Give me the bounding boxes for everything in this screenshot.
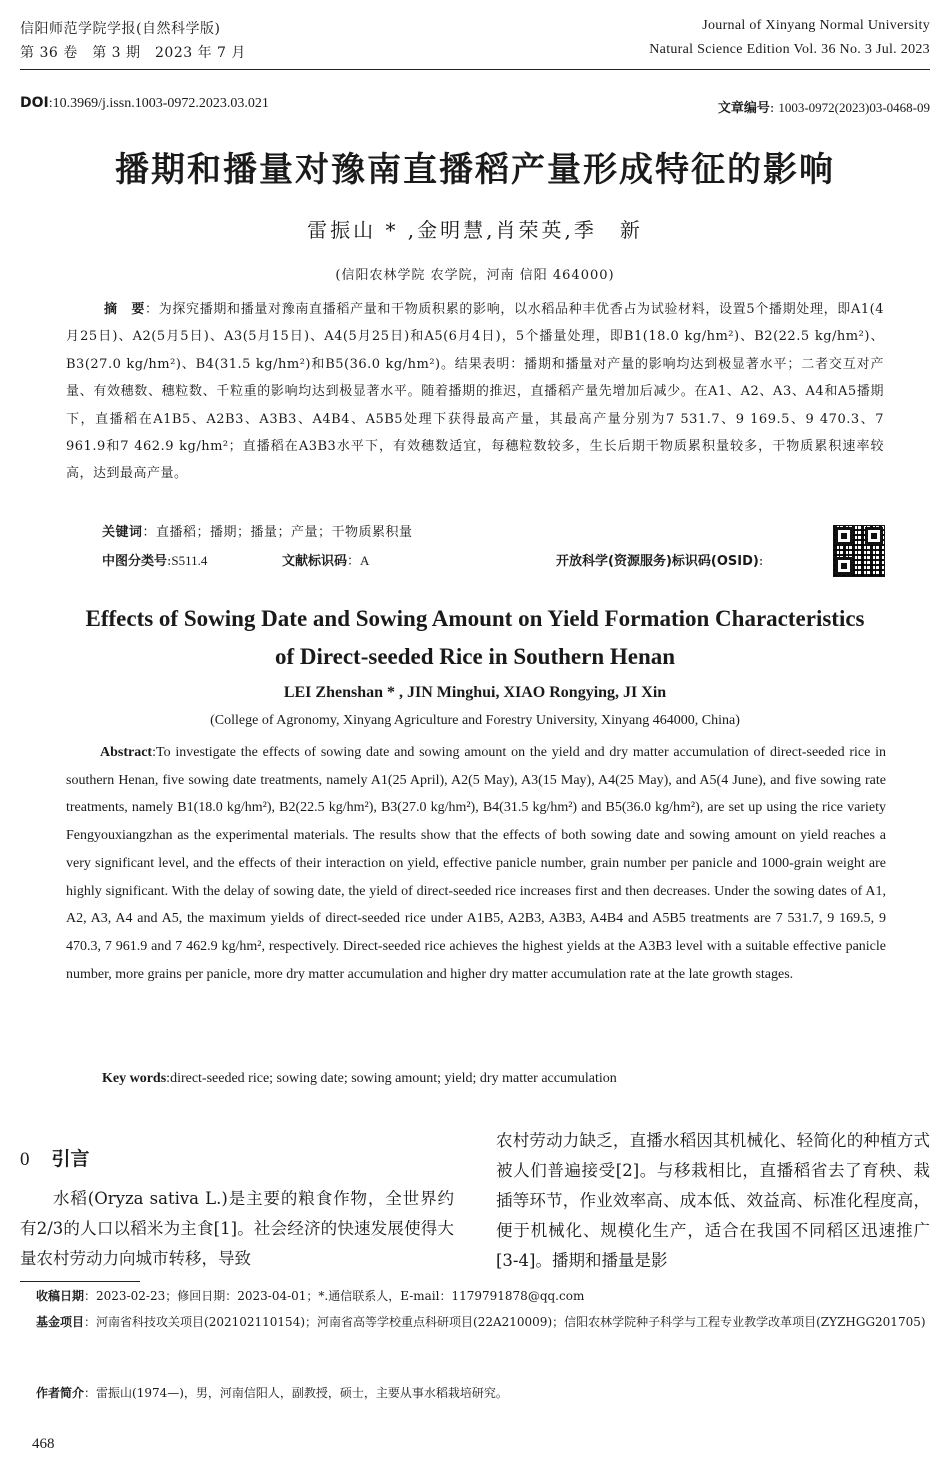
- footnote-rule: [20, 1281, 140, 1282]
- keywords-en-text: direct-seeded rice; sowing date; sowing amount; yield; dry matter accumulation: [170, 1071, 617, 1086]
- abstract-cn-label: 摘 要: [104, 302, 146, 317]
- issue-info-cn: 第 36 卷 第 3 期 2023 年 7 月: [20, 45, 246, 61]
- section-heading: [20, 1144, 90, 1171]
- issue-info-en: Natural Science Edition Vol. 36 No. 3 Jul. 2023: [649, 42, 930, 57]
- affiliation-cn: (信阳农林学院 农学院，河南 信阳 464000): [335, 268, 615, 283]
- body-column-right: 农村劳动力缺乏，直播水稻因其机械化、轻简化的种植方式被人们普遍接受[2]。与移栽相比，直播稻省去了育秧、栽插等环节，作业效率高、成本低、效益高、标准化程度高，便于机械化、规模化生产，适合在我国不同稻区迅速推广[3-4]。播期和播量是影: [496, 1131, 930, 1270]
- body-column-left: 水稻(Oryza sativa L.)是主要的粮食作物，全世界约有2/3的人口以稻米为主食[1]。社会经济的快速发展使得大量农村劳动力向城市转移，导致: [20, 1189, 454, 1268]
- keywords-en: Key words:direct-seeded rice; sowing date; sowing amount; yield; dry matter accumulation: [102, 1071, 617, 1086]
- doc-code-value: A: [360, 553, 370, 568]
- osid-qr-code-icon[interactable]: [833, 525, 885, 577]
- qr-finder-icon: [835, 527, 853, 545]
- title-cn: 播期和播量对豫南直播稻产量形成特征的影响: [115, 150, 835, 190]
- authors-cn: 雷振山 * ,金明慧,肖荣英,季 新: [307, 218, 643, 242]
- clc-value: S511.4: [171, 553, 208, 568]
- received-text: 2023-02-23；修回日期：2023-04-01；*.通信联系人，E-mail：1179791878@qq.com: [96, 1289, 585, 1303]
- clc-number: 中图分类号:S511.4: [102, 553, 208, 569]
- author-bio-text: 雷振山(1974—)，男，河南信阳人，副教授，硕士，主要从事水稻栽培研究。: [96, 1386, 508, 1400]
- fund-text: 河南省科技攻关项目(202102110154)；河南省高等学校重点科研项目(22A210009)；信阳农林学院种子科学与工程专业教学改革项目(ZYZHGG201705): [96, 1315, 926, 1329]
- document-code: 文献标识码：A: [282, 553, 370, 569]
- affiliation-en: (College of Agronomy, Xinyang Agriculture and Forestry University, Xinyang 464000, China): [210, 713, 740, 728]
- doi-value[interactable]: 10.3969/j.issn.1003-0972.2023.03.021: [52, 96, 269, 111]
- osid-label-text: 开放科学(资源服务)标识码(OSID): [556, 554, 759, 569]
- journal-name-cn: 信阳师范学院学报(自然科学版): [20, 21, 221, 37]
- article-number-value: 1003-0972(2023)03-0468-09: [778, 100, 930, 115]
- keywords-en-label: Key words: [102, 1071, 167, 1086]
- keywords-cn-text: 直播稻；播期；播量；产量；干物质累积量: [156, 525, 413, 540]
- section-number: 0: [20, 1149, 30, 1170]
- qr-finder-icon: [835, 557, 853, 575]
- authors-en: LEI Zhenshan * , JIN Minghui, XIAO Rongying, JI Xin: [283, 684, 667, 701]
- doi-label: DOI: [20, 95, 49, 111]
- journal-name-en: Journal of Xinyang Normal University: [702, 18, 930, 33]
- section-title: 引言: [51, 1148, 90, 1170]
- footnote-fund: 基金项目：河南省科技攻关项目(202102110154)；河南省高等学校重点科研项目(22A210009)；信阳农林学院种子科学与工程专业教学改革项目(ZYZHGG201705): [36, 1315, 926, 1329]
- abstract-cn: 摘 要：为探究播期和播量对豫南直播稻产量和干物质积累的影响，以水稻品种丰优香占为试验材料，设置5个播期处理，即A1(4月25日)、A2(5月5日)、A3(5月15日)、A4(5月25日)和A5(6月4日)，5个播量处理，即B1(18.0 kg/hm²)、B2(22.5 kg/hm²)、B3(27.0 kg/hm²)、B4(31.5 kg/hm²)和B5(36.0 kg/hm²)。结果表明：播期和播量对产量的影响均达到极显著水平；二者交互对产量、有效穗数、穗粒数、千粒重的影响均达到极显著水平。随着播期的推迟，直播稻产量先增加后减少。在A1、A2、A3、A4和A5播期下，直播稻在A1B5、A2B3、A3B3、A4B4、A5B5处理下获得最高产量，其最高产量分别为7 531.7、9 169.5、9 470.3、7 961.9和7 462.9 kg/hm²；直播稻在A3B3水平下，有效穗数适宜，每穗粒数较多，生长后期干物质累积量较多，干物质累积速率较高，达到最高产量。: [66, 302, 884, 482]
- abstract-en: Abstract:To investigate the effects of sowing date and sowing amount on the yield and dry matter accumulation of direct-seeded rice in southern Henan, five sowing date treatments, namely A1(25 April), A2(5 May), A3(15 May), A4(25 May), and A5(4 June), and five sowing rate treatments, namely B1(18.0 kg/hm²), B2(22.5 kg/hm²), B3(27.0 kg/hm²), B4(31.5 kg/hm²) and B5(36.0 kg/hm²), are set up using the rice variety Fengyouxiangzhan as the experimental materials. The results show that the effects of both sowing date and sowing amount on yield reaches a very significant level, and the effects of their interaction on yield, effective panicle number, grain number per panicle and 1000-grain weight are highly significant. With the delay of sowing date, the yield of direct-seeded rice increases first and then decreases. Under the sowing dates of A1, A2, A3, A4 and A5, the maximum yields of direct-seeded rice under A1B5, A2B3, A3B3, A4B4 and A5B5 treatments are 7 531.7, 9 169.5, 9 470.3, 7 961.9 and 7 462.9 kg/hm², respectively. Direct-seeded rice achieves the highest yields at the A3B3 level with a suitable effective panicle number, more grains per panicle, more dry matter accumulation and higher dry matter accumulation rate at the late growth stages.: [66, 745, 886, 982]
- qr-finder-icon: [865, 527, 883, 545]
- header-rule: [20, 69, 930, 70]
- author-bio-label: 作者简介: [36, 1386, 85, 1400]
- article-number: 文章编号: 1003-0972(2023)03-0468-09: [717, 100, 930, 116]
- title-en-line2: of Direct-seeded Rice in Southern Henan: [274, 644, 676, 669]
- keywords-cn: 关键词：直播稻；播期；播量；产量；干物质累积量: [102, 525, 413, 540]
- doi-line: DOI:10.3969/j.issn.1003-0972.2023.03.021: [20, 95, 269, 111]
- abstract-en-text: To investigate the effects of sowing date and sowing amount on the yield and dry matter accumulation of direct-seeded rice in southern Henan, five sowing date treatments, namely A1(25 April), A2(5 May), A3(15 May), A4(25 May), and A5(4 June), and five sowing rate treatments, namely B1(18.0 kg/hm²), B2(22.5 kg/hm²), B3(27.0 kg/hm²), B4(31.5 kg/hm²) and B5(36.0 kg/hm²), are set up using the rice variety Fengyouxiangzhan as the experimental materials. The results show that the effects of both sowing date and sowing amount on yield reaches a very significant level, and the effects of their interaction on yield, effective panicle number, grain number per panicle and 1000-grain weight are highly significant. With the delay of sowing date, the yield of direct-seeded rice increases first and then decreases. Under the sowing dates of A1, A2, A3, A4 and A5, the maximum yields of direct-seeded rice under A1B5, A2B3, A3B3, A4B4 and A5B5 treatments are 7 531.7, 9 169.5, 9 470.3, 7 961.9 and 7 462.9 kg/hm², respectively. Direct-seeded rice achieves the highest yields at the A3B3 level with a suitable effective panicle number, more grains per panicle, more dry matter accumulation and higher dry matter accumulation rate at the late growth stages.: [66, 745, 886, 982]
- footnote-received: 收稿日期：2023-02-23；修回日期：2023-04-01；*.通信联系人，E-mail：1179791878@qq.com: [36, 1289, 585, 1303]
- doc-code-label: 文献标识码: [282, 554, 348, 569]
- keywords-cn-label: 关键词: [102, 525, 143, 540]
- article-number-label: 文章编号: [717, 101, 770, 116]
- abstract-cn-text: 为探究播期和播量对豫南直播稻产量和干物质积累的影响，以水稻品种丰优香占为试验材料，设置5个播期处理，即A1(4月25日)、A2(5月5日)、A3(5月15日)、A4(5月25日)和A5(6月4日)，5个播量处理，即B1(18.0 kg/hm²)、B2(22.5 kg/hm²)、B3(27.0 kg/hm²)、B4(31.5 kg/hm²)和B5(36.0 kg/hm²)。结果表明：播期和播量对产量的影响均达到极显著水平；二者交互对产量、有效穗数、穗粒数、千粒重的影响均达到极显著水平。随着播期的推迟，直播稻产量先增加后减少。在A1、A2、A3、A4和A5播期下，直播稻在A1B5、A2B3、A3B3、A4B4、A5B5处理下获得最高产量，其最高产量分别为7 531.7、9 169.5、9 470.3、7 961.9和7 462.9 kg/hm²；直播稻在A3B3水平下，有效穗数适宜，每穗粒数较多，生长后期干物质累积量较多，干物质累积速率较高，达到最高产量。: [66, 302, 884, 482]
- page-number: 468: [32, 1436, 55, 1452]
- abstract-en-label: Abstract: [100, 745, 153, 760]
- footnote-author: 作者简介：雷振山(1974—)，男，河南信阳人，副教授，硕士，主要从事水稻栽培研究。: [36, 1386, 508, 1400]
- title-en-line1: Effects of Sowing Date and Sowing Amount on Yield Formation Characteristics: [85, 606, 865, 631]
- received-label: 收稿日期: [36, 1289, 85, 1303]
- clc-label: 中图分类号: [102, 554, 168, 569]
- osid-label: 开放科学(资源服务)标识码(OSID):: [556, 554, 764, 569]
- fund-label: 基金项目: [36, 1315, 85, 1329]
